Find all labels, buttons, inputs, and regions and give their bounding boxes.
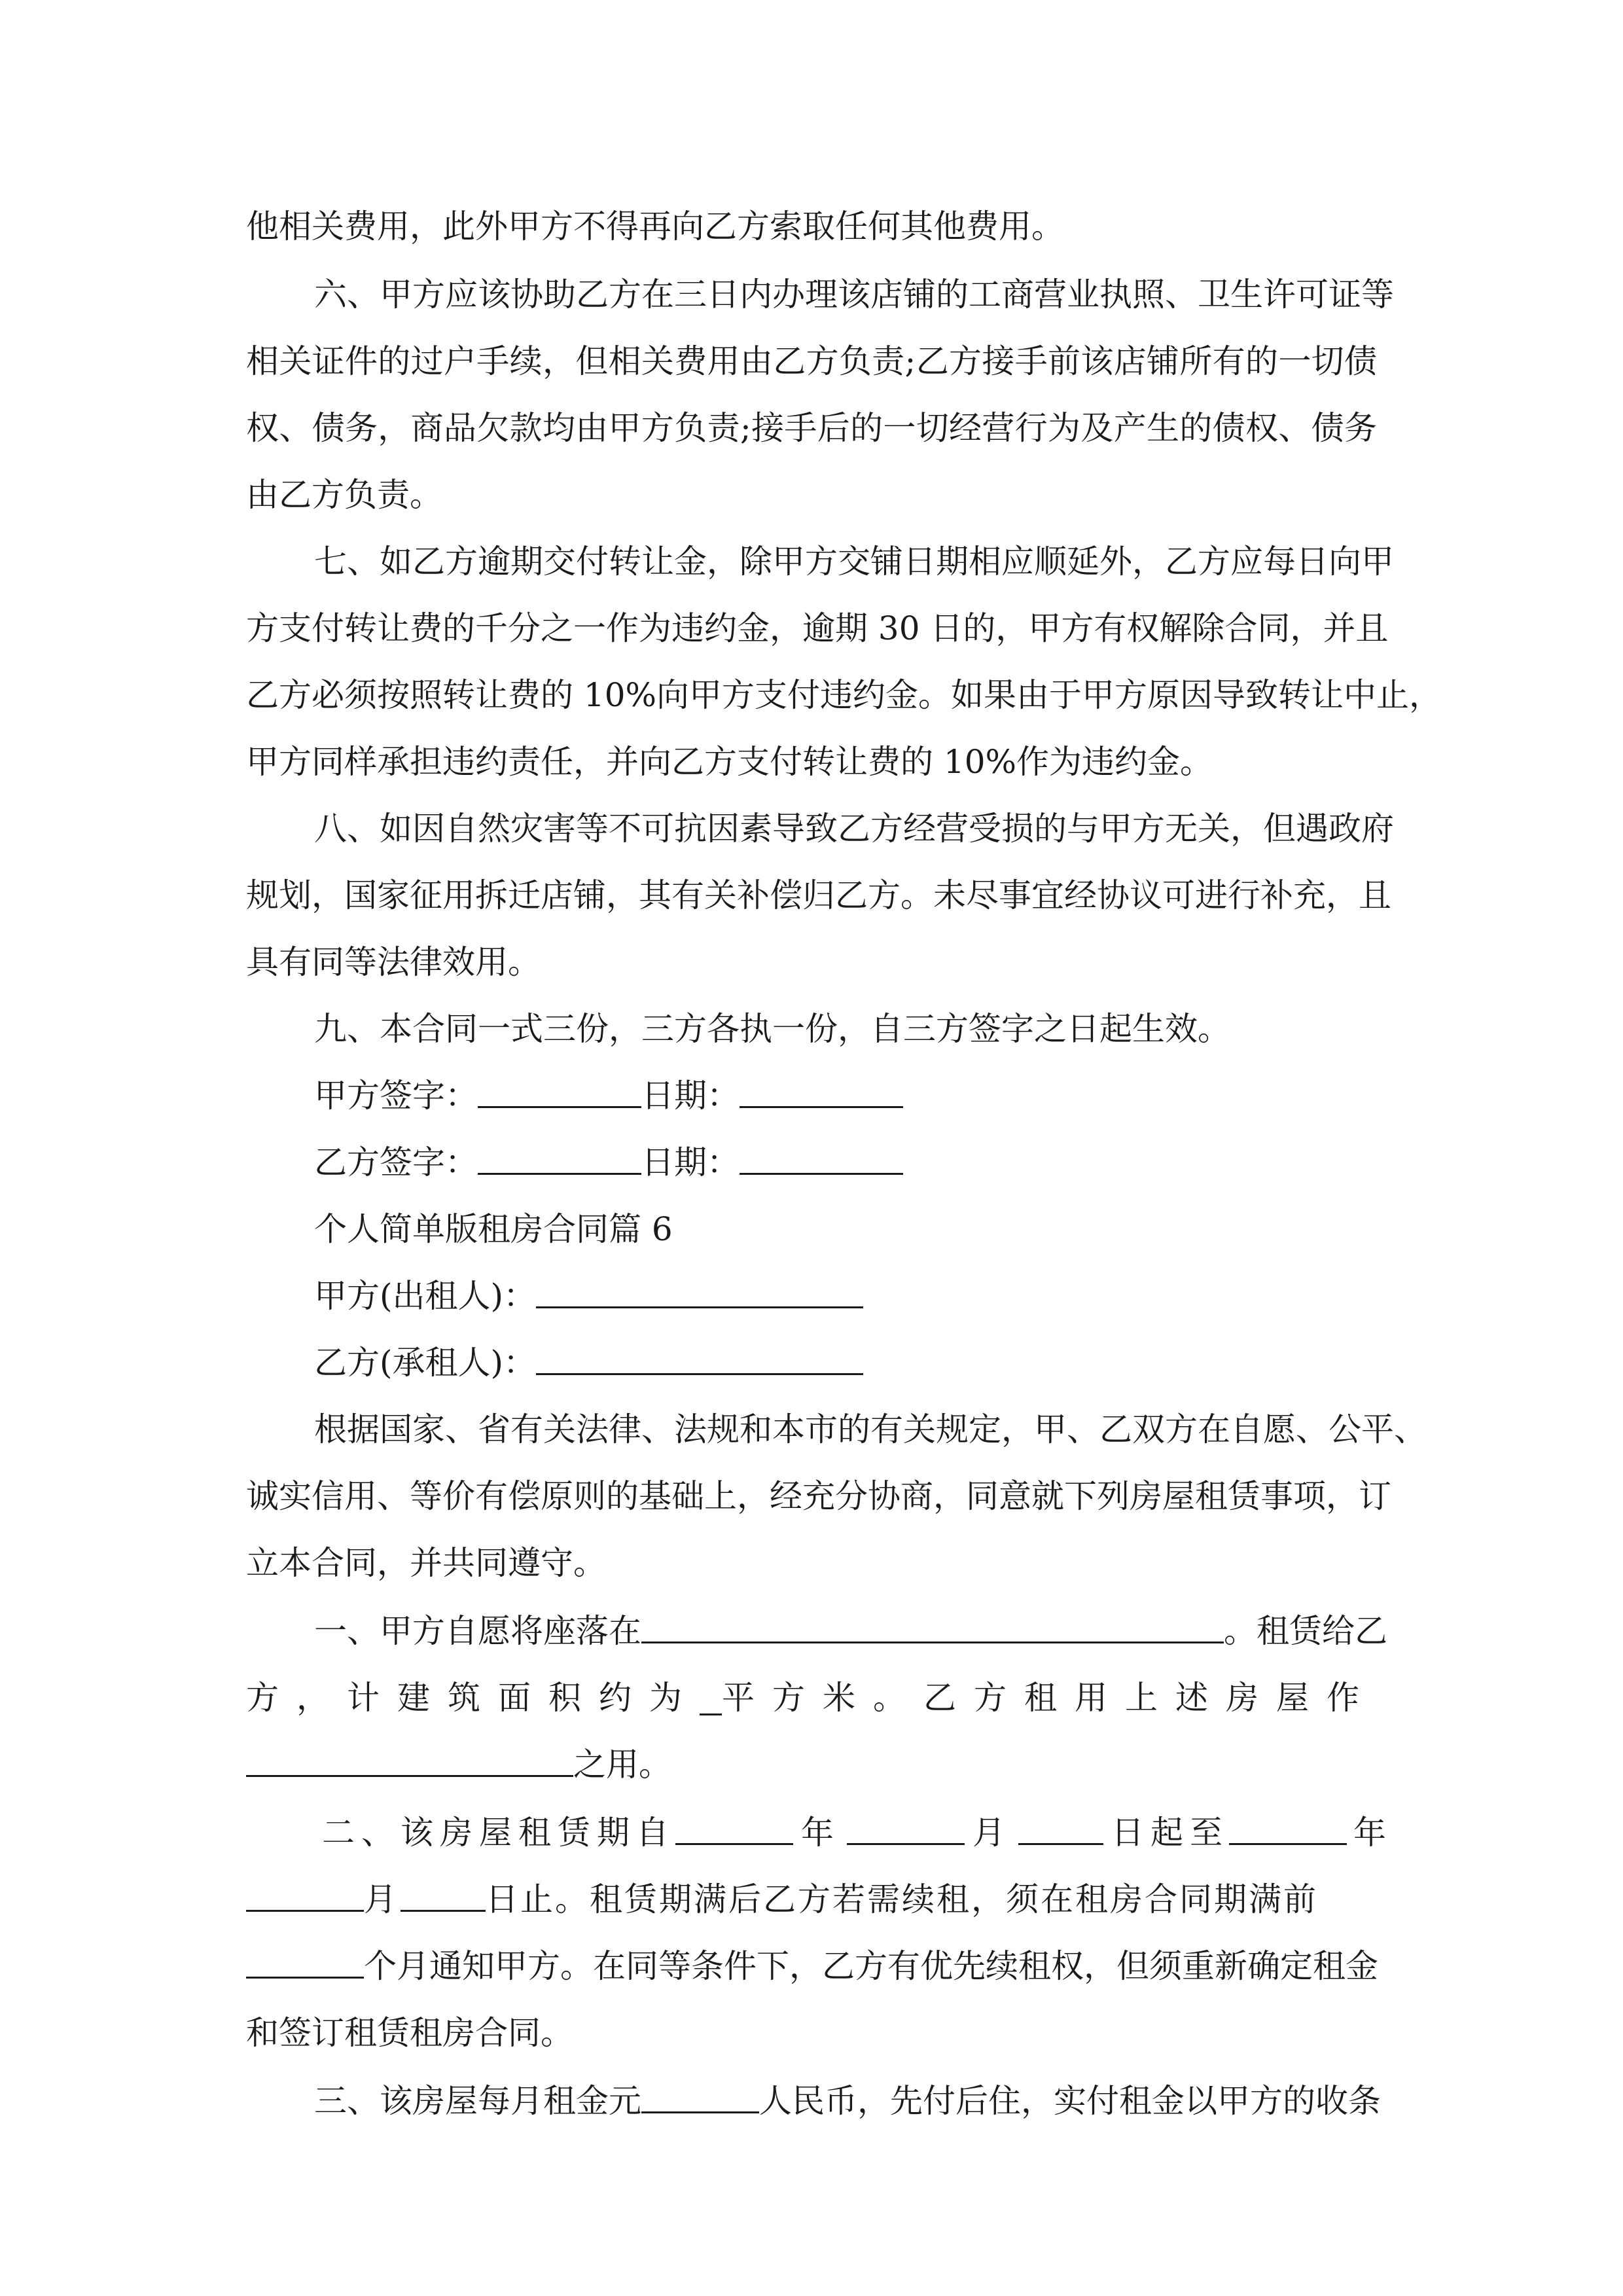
text-line: 具有同等法律效用。: [246, 943, 541, 981]
clause-6-line: 六、甲方应该协助乙方在三日内办理该店铺的工商营业执照、卫生许可证等: [314, 276, 1394, 314]
text-span: 之用。: [573, 1746, 671, 1784]
text-span: 日起至: [1111, 1814, 1229, 1852]
lessor-row: [314, 1270, 1377, 1322]
text-span: 一、甲方自愿将座落在: [314, 1612, 641, 1650]
text-span: 年: [801, 1814, 840, 1852]
end-month-blank[interactable]: [246, 1878, 364, 1912]
lease-end-line: [246, 1873, 1377, 1926]
text-line: 由乙方负责。: [246, 476, 442, 514]
renewal-notice-line: [246, 1940, 1377, 1992]
usage-line: [246, 1738, 1377, 1791]
rent-clause-line: [314, 2075, 1381, 2127]
party-b-signature-row: [314, 1136, 1377, 1189]
start-month-blank[interactable]: [847, 1812, 965, 1845]
text-line: 他相关费用，此外甲方不得再向乙方索取任何其他费用。: [246, 207, 1064, 245]
text-span: 日止。租赁期满后乙方若需续租，须在租房合同期满前: [486, 1880, 1318, 1918]
text-line: 甲方同样承担违约责任，并向乙方支付转让费的 10%作为违约金。: [246, 743, 1213, 781]
party-b-signature-label: 乙方签字：: [314, 1143, 478, 1181]
clause-8-line: 八、如因自然灾害等不可抗因素导致乙方经营受损的与甲方无关，但遇政府: [314, 810, 1394, 848]
area-blank[interactable]: [700, 1682, 722, 1715]
end-day-blank[interactable]: [401, 1878, 486, 1912]
lease-clause-1-line: [314, 1605, 1387, 1657]
text-span: 平方米。乙方租用上述房屋作: [722, 1679, 1377, 1717]
notice-months-blank[interactable]: [246, 1945, 364, 1979]
lessee-label: 乙方(承租人)：: [314, 1344, 537, 1382]
text-span: 人民币，先付后住，实付租金以甲方的收条: [759, 2082, 1381, 2120]
party-b-signature-blank[interactable]: [478, 1141, 641, 1175]
party-a-signature-row: [314, 1069, 1377, 1122]
text-span: 月: [972, 1814, 1012, 1852]
lessor-blank[interactable]: [536, 1275, 863, 1308]
text-span: 方，计建筑面积约为: [246, 1679, 700, 1717]
preamble-line: 根据国家、省有关法律、法规和本市的有关规定，甲、乙双方在自愿、公平、: [314, 1410, 1427, 1448]
text-line: 诚实信用、等价有偿原则的基础上，经充分协商，同意就下列房屋租赁事项，订: [246, 1477, 1391, 1515]
text-span: 三、该房屋每月租金元: [314, 2082, 641, 2120]
area-line: [246, 1672, 1377, 1724]
party-a-date-blank[interactable]: [740, 1075, 903, 1108]
usage-blank[interactable]: [246, 1744, 573, 1777]
party-b-date-blank[interactable]: [740, 1141, 903, 1175]
text-line: 相关证件的过户手续，但相关费用由乙方负责;乙方接手前该店铺所有的一切债: [246, 342, 1377, 380]
clause-9-line: 九、本合同一式三份，三方各执一份，自三方签字之日起生效。: [314, 1010, 1230, 1048]
start-day-blank[interactable]: [1018, 1812, 1103, 1845]
party-a-signature-blank[interactable]: [478, 1075, 641, 1108]
end-year-blank[interactable]: [1229, 1812, 1347, 1845]
text-span: 二、该房屋租赁期自: [322, 1814, 675, 1852]
text-line: 规划，国家征用拆迁店铺，其有关补偿归乙方。未尽事宜经协议可进行补充，且: [246, 876, 1391, 914]
lessee-blank[interactable]: [536, 1342, 863, 1375]
party-a-signature-label: 甲方签字：: [314, 1077, 478, 1115]
text-line: 乙方必须按照转让费的 10%向甲方支付违约金。如果由于甲方原因导致转让中止，: [246, 676, 1442, 714]
section-title: 个人简单版租房合同篇 6: [314, 1210, 673, 1248]
clause-7-line: 七、如乙方逾期交付转让金，除甲方交铺日期相应顺延外，乙方应每日向甲: [314, 543, 1394, 581]
text-span: 。租赁给乙: [1224, 1612, 1387, 1650]
text-line: 立本合同，并共同遵守。: [246, 1544, 606, 1582]
text-line: 权、债务，商品欠款均由甲方负责;接手后的一切经营行为及产生的债权、债务: [246, 409, 1377, 447]
start-year-blank[interactable]: [675, 1812, 793, 1845]
lessor-label: 甲方(出租人)：: [314, 1277, 537, 1315]
party-a-date-label: 日期：: [641, 1077, 740, 1115]
text-span: 个月通知甲方。在同等条件下，乙方有优先续租权，但须重新确定租金: [364, 1947, 1378, 1985]
text-line: 方支付转让费的千分之一作为违约金，逾期 30 日的，甲方有权解除合同，并且: [246, 609, 1389, 647]
text-span: 月: [364, 1880, 397, 1918]
rent-amount-blank[interactable]: [641, 2080, 759, 2113]
text-line: 和签订租赁租房合同。: [246, 2014, 573, 2052]
text-span: 年: [1353, 1814, 1393, 1852]
lessee-row: [314, 1336, 1377, 1389]
location-blank[interactable]: [641, 1610, 1224, 1643]
lease-term-line: [322, 1806, 1393, 1859]
party-b-date-label: 日期：: [641, 1143, 740, 1181]
